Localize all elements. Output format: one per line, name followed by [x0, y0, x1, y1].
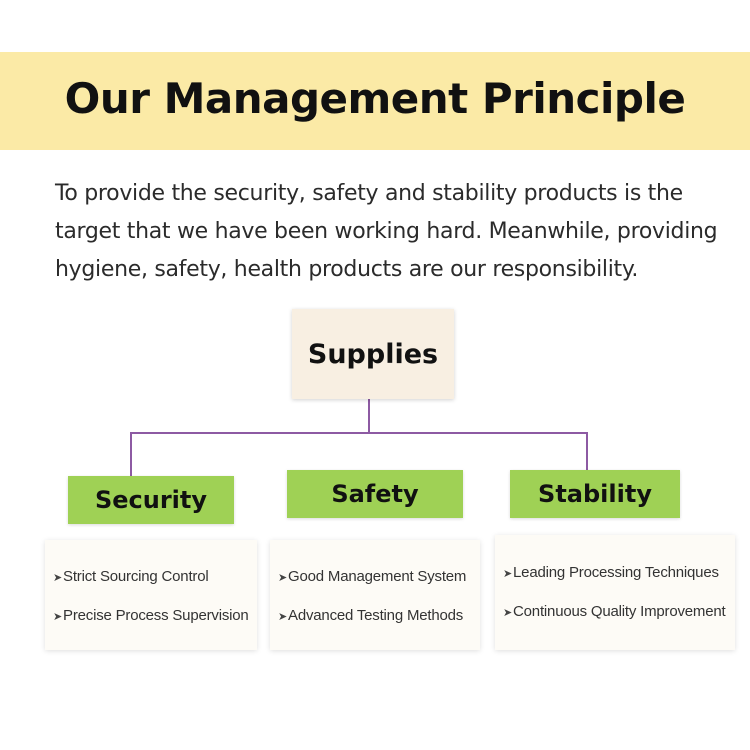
detail-item: ➤Good Management System: [278, 568, 467, 585]
safety-details: [270, 540, 480, 650]
detail-item: ➤Continuous Quality Improvement: [503, 603, 726, 620]
bullet-arrow-icon: ➤: [53, 611, 63, 623]
bullet-arrow-icon: ➤: [278, 572, 288, 584]
bullet-arrow-icon: ➤: [53, 572, 63, 584]
root-connector: [368, 399, 370, 433]
detail-item: ➤Leading Processing Techniques: [503, 564, 719, 581]
bullet-arrow-icon: ➤: [503, 568, 513, 580]
stability-box: Stability: [510, 470, 680, 518]
detail-item: ➤Precise Process Supervision: [53, 607, 249, 624]
detail-item: ➤Advanced Testing Methods: [278, 607, 464, 624]
intro-paragraph: To provide the security, safety and stability products is the target that we have been working hard. Meanwhile, providing hygiene, safety, health products are our responsibility.: [55, 181, 718, 282]
bullet-arrow-icon: ➤: [278, 611, 288, 623]
security-connector: [130, 432, 132, 477]
supplies-box: Supplies: [292, 309, 454, 399]
page-title: Our Management Principle: [64, 74, 686, 123]
safety-box: Safety: [287, 470, 463, 518]
detail-item: ➤Strict Sourcing Control: [53, 568, 209, 585]
stability-connector: [586, 432, 588, 472]
security-details: [45, 540, 257, 650]
horizontal-connector: [130, 432, 588, 434]
stability-details: [495, 535, 735, 650]
security-box: Security: [68, 476, 234, 524]
bullet-arrow-icon: ➤: [503, 607, 513, 619]
